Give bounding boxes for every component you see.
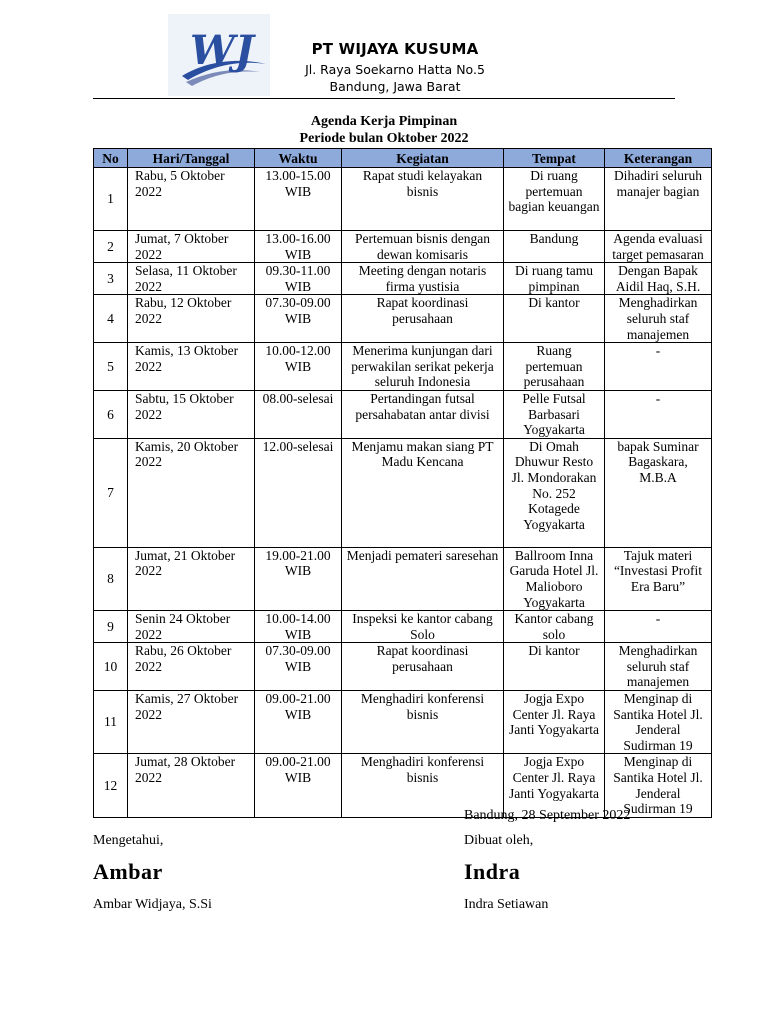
cell-note: Menghadirkan seluruh staf manajemen: [605, 643, 712, 691]
cell-time: 10.00-14.00 WIB: [255, 611, 342, 643]
cell-date: Rabu, 12 Oktober 2022: [128, 295, 255, 343]
cell-date: Selasa, 11 Oktober 2022: [128, 263, 255, 295]
cell-date: Jumat, 21 Oktober 2022: [128, 547, 255, 610]
cell-date: Rabu, 5 Oktober 2022: [128, 168, 255, 231]
table-row: [94, 547, 712, 610]
cell-no: 11: [94, 691, 128, 754]
column-header-date: Hari/Tanggal: [128, 149, 255, 168]
cell-time: 07.30-09.00 WIB: [255, 643, 342, 691]
table-row: [94, 168, 712, 231]
cell-note: bapak Suminar Bagaskara, M.B.A: [605, 438, 712, 547]
cell-note: Menghadirkan seluruh staf manajemen: [605, 295, 712, 343]
table-row: [94, 691, 712, 754]
cell-activity: Rapat koordinasi perusahaan: [342, 643, 504, 691]
cell-place: Di ruang pertemuan bagian keuangan: [504, 168, 605, 231]
cell-place: Di kantor: [504, 295, 605, 343]
cell-activity: Menjamu makan siang PT Madu Kencana: [342, 438, 504, 547]
table-row: [94, 263, 712, 295]
cell-activity: Pertemuan bisnis dengan dewan komisaris: [342, 231, 504, 263]
header-divider: [93, 98, 675, 99]
cell-time: 13.00-16.00 WIB: [255, 231, 342, 263]
column-header-activity: Kegiatan: [342, 149, 504, 168]
signature-left: Ambar: [93, 859, 163, 884]
cell-note: Tajuk materi “Investasi Profit Era Baru”: [605, 547, 712, 610]
cell-no: 9: [94, 611, 128, 643]
cell-no: 12: [94, 754, 128, 817]
cell-date: Jumat, 28 Oktober 2022: [128, 754, 255, 817]
cell-time: 08.00-selesai: [255, 390, 342, 438]
table-row: [94, 611, 712, 643]
logo-letters: WJ: [190, 27, 254, 74]
cell-date: Senin 24 Oktober 2022: [128, 611, 255, 643]
cell-no: 10: [94, 643, 128, 691]
table-row: [94, 295, 712, 343]
cell-time: 12.00-selesai: [255, 438, 342, 547]
cell-note: -: [605, 611, 712, 643]
cell-time: 13.00-15.00 WIB: [255, 168, 342, 231]
cell-note: -: [605, 390, 712, 438]
table-row: [94, 343, 712, 391]
table-row: [94, 438, 712, 547]
acknowledged-label: Mengetahui,: [93, 833, 164, 848]
agenda-table: [93, 148, 712, 818]
company-address-line2: Bandung, Jawa Barat: [329, 79, 461, 94]
table-row: [94, 390, 712, 438]
cell-place: Jogja Expo Center Jl. Raya Janti Yogyakarta: [504, 754, 605, 817]
cell-no: 1: [94, 168, 128, 231]
table-row: [94, 231, 712, 263]
cell-place: Bandung: [504, 231, 605, 263]
company-logo: [168, 14, 270, 96]
cell-activity: Pertandingan futsal persahabatan antar divisi: [342, 390, 504, 438]
cell-activity: Menjadi pemateri saresehan: [342, 547, 504, 610]
cell-place: Di ruang tamu pimpinan: [504, 263, 605, 295]
cell-activity: Rapat studi kelayakan bisnis: [342, 168, 504, 231]
cell-activity: Menghadiri konferensi bisnis: [342, 691, 504, 754]
cell-activity: Menerima kunjungan dari perwakilan serikat pekerja seluruh Indonesia: [342, 343, 504, 391]
column-header-note: Keterangan: [605, 149, 712, 168]
company-address-line1: Jl. Raya Soekarno Hatta No.5: [305, 62, 485, 77]
title-line2: Periode bulan Oktober 2022: [299, 131, 469, 146]
cell-no: 3: [94, 263, 128, 295]
cell-place: Ruang pertemuan perusahaan: [504, 343, 605, 391]
cell-activity: Meeting dengan notaris firma yustisia: [342, 263, 504, 295]
table-header-row: [94, 149, 712, 168]
cell-time: 09.30-11.00 WIB: [255, 263, 342, 295]
cell-no: 4: [94, 295, 128, 343]
cell-date: Kamis, 20 Oktober 2022: [128, 438, 255, 547]
cell-activity: Rapat koordinasi perusahaan: [342, 295, 504, 343]
made-by-label: Dibuat oleh,: [464, 833, 534, 848]
cell-no: 6: [94, 390, 128, 438]
cell-no: 8: [94, 547, 128, 610]
cell-date: Sabtu, 15 Oktober 2022: [128, 390, 255, 438]
cell-date: Jumat, 7 Oktober 2022: [128, 231, 255, 263]
company-header: [300, 40, 490, 95]
cell-place: Kantor cabang solo: [504, 611, 605, 643]
cell-time: 19.00-21.00 WIB: [255, 547, 342, 610]
column-header-no: No: [94, 149, 128, 168]
wj-logo-icon: [168, 14, 270, 96]
cell-place: Di kantor: [504, 643, 605, 691]
cell-date: Kamis, 27 Oktober 2022: [128, 691, 255, 754]
cell-place: Di Omah Dhuwur Resto Jl. Mondorakan No. 252 Kotagede Yogyakarta: [504, 438, 605, 547]
table-row: [94, 643, 712, 691]
column-header-place: Tempat: [504, 149, 605, 168]
column-header-time: Waktu: [255, 149, 342, 168]
cell-activity: Inspeksi ke kantor cabang Solo: [342, 611, 504, 643]
signatory-left-name: Ambar Widjaya, S.Si: [93, 897, 212, 912]
cell-time: 09.00-21.00 WIB: [255, 691, 342, 754]
cell-no: 7: [94, 438, 128, 547]
cell-no: 2: [94, 231, 128, 263]
cell-time: 09.00-21.00 WIB: [255, 754, 342, 817]
cell-place: Pelle Futsal Barbasari Yogyakarta: [504, 390, 605, 438]
cell-date: Rabu, 26 Oktober 2022: [128, 643, 255, 691]
company-name: PT WIJAYA KUSUMA: [311, 40, 479, 58]
cell-activity: Menghadiri konferensi bisnis: [342, 754, 504, 817]
cell-note: Menginap di Santika Hotel Jl. Jenderal Sudirman 19: [605, 754, 712, 817]
document-title: [93, 113, 675, 147]
cell-note: Menginap di Santika Hotel Jl. Jenderal Sudirman 19: [605, 691, 712, 754]
cell-note: Dihadiri seluruh manajer bagian: [605, 168, 712, 231]
cell-time: 07.30-09.00 WIB: [255, 295, 342, 343]
cell-place: Ballroom Inna Garuda Hotel Jl. Malioboro Yogyakarta: [504, 547, 605, 610]
title-line1: Agenda Kerja Pimpinan: [310, 114, 458, 129]
signature-block-right: [464, 833, 548, 913]
cell-place: Jogja Expo Center Jl. Raya Janti Yogyakarta: [504, 691, 605, 754]
cell-no: 5: [94, 343, 128, 391]
signature-block-left: [93, 833, 212, 913]
signature-right: Indra: [464, 859, 521, 884]
signatory-right-name: Indra Setiawan: [464, 897, 549, 912]
cell-note: Agenda evaluasi target pemasaran: [605, 231, 712, 263]
cell-note: Dengan Bapak Aidil Haq, S.H.: [605, 263, 712, 295]
cell-date: Kamis, 13 Oktober 2022: [128, 343, 255, 391]
signature-date: Bandung, 28 September 2022: [464, 808, 631, 823]
cell-note: -: [605, 343, 712, 391]
cell-time: 10.00-12.00 WIB: [255, 343, 342, 391]
